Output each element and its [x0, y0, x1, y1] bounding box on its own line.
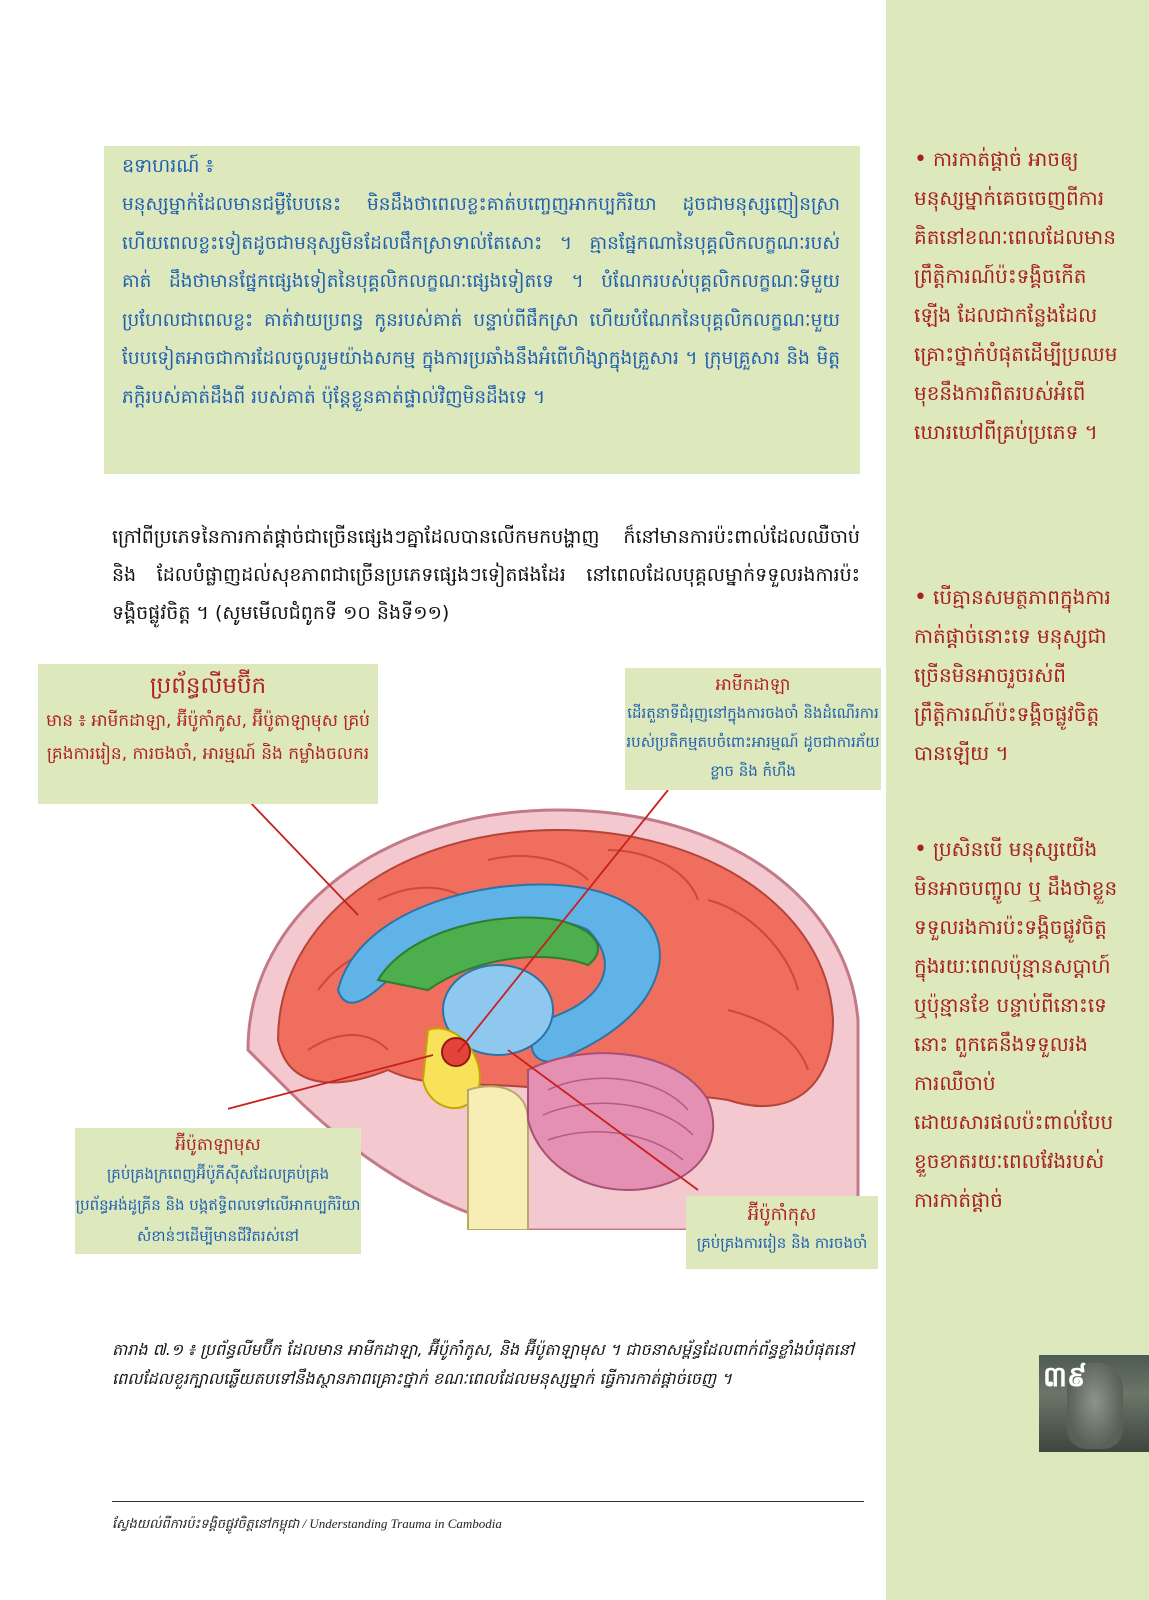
sidebar-bullet-text: ការកាត់ផ្តាច់ អាចឲ្យមនុស្សម្នាក់គេចចេញពីការគិតនៅខណៈពេលដែលមានព្រឹត្តិការណ៍ប៉ះទង្គិចកើតឡើង ដែលជាកន្លែងដែលគ្រោះថ្នាក់បំផុតដើម្បីប្រឈមមុខនឹងការពិតរបស់អំពើឃោរឃៅពីគ្រប់ប្រភេទ ។	[914, 147, 1118, 444]
limbic-system-text: មាន ៖ អាមីកដាឡា, អ៊ីប៉ូកាំកូស, អ៊ីប៉ូតាឡាមុស គ្រប់គ្រងការរៀន, ការចងចាំ, អារម្មណ៍ និង កម្លាំងចលករ	[46, 711, 370, 764]
sidebar-bullet-2	[914, 578, 1119, 773]
sidebar-bullet-1	[914, 140, 1119, 452]
sidebar-bullet-3	[914, 830, 1119, 1220]
example-body: មនុស្សម្នាក់ដែលមានជម្ងឺបែបនេះ មិនដឹងថាពេលខ្លះគាត់បញ្ចេញអាកប្បកិរិយា ដូចជាមនុស្សញៀនស្រា ហើយពេលខ្លះទៀតដូចជាមនុស្សមិនដែលផឹកស្រាទាល់តែសោះ ។ គ្មានផ្នែកណានៃបុគ្គលិកលក្ខណៈរបស់គាត់ ដឹងថាមានផ្នែកផ្សេងទៀតនៃបុគ្គលិកលក្ខណៈផ្សេងទៀតទេ ។ បំណែករបស់បុគ្គលិកលក្ខណៈទីមួយ ប្រហែលជាពេលខ្លះ គាត់វាយប្រពន្ធ កូនរបស់គាត់ បន្ទាប់ពីផឹកស្រា ហើយបំណែកនៃបុគ្គលិកលក្ខណៈមួយបែបទៀតអាចជាការដែលចូលរួមយ៉ាងសកម្ម ក្នុងការប្រឆាំងនឹងអំពើហិង្សាក្នុងគ្រួសារ ។ ក្រុមគ្រួសារ និង មិត្តភក្តិរបស់គាត់ដឹងពី របស់គាត់ ប៉ុន្តែខ្លួនគាត់ផ្ទាល់វិញមិនដឹងទេ ។	[122, 194, 840, 408]
hippocampus-title: អ៊ីប៉ូកាំកុស	[747, 1204, 817, 1225]
body-paragraph: ក្រៅពីប្រភេទនៃការកាត់ផ្តាច់ជាច្រើនផ្សេងៗគ្នាដែលបានលើកមកបង្ហាញ ក៏នៅមានការប៉ះពាល់ដែលឈឺចាប់ និង ដែលបំផ្លាញដល់សុខភាពជាច្រើនប្រភេទផ្សេងៗទៀតផងដែរ នៅពេលដែលបុគ្គលម្នាក់ទទួលរងការប៉ះទង្គិចផ្លូវចិត្ត ។ (សូមមើលជំពូកទី ១០ និងទី១១)	[112, 526, 860, 624]
bullet-dot-icon: •	[914, 147, 927, 172]
amygdala-text: ដើរតួនាទីជំរុញនៅក្នុងការចងចាំ និងដំណើរការរបស់ប្រតិកម្មតបចំពោះអារម្មណ៍ ដូចជាការភ័យខ្លាច និង កំហឹង	[626, 704, 880, 780]
amygdala-title: អាមីកដាឡា	[715, 675, 791, 695]
bullet-dot-icon: •	[914, 837, 927, 862]
limbic-system-title: ប្រព័ន្ធលីមប៊ីក	[149, 673, 267, 699]
hypothalamus-text: គ្រប់គ្រងក្រពេញអ៊ីប៉ូភីស៊ីសដែលគ្រប់គ្រងប្រព័ន្ធអង់ដូគ្រីន និង បង្កឥទ្ធិពលទៅលើអាកប្បកិរិយាសំខាន់ៗដើម្បីមានជីវិតរស់នៅ	[75, 1165, 361, 1245]
page-number-badge	[1039, 1355, 1149, 1452]
sidebar-bullet-text: បើគ្មានសមត្ថភាពក្នុងការកាត់ផ្តាច់នោះទេ មនុស្សជាច្រើនមិនអាចរួចរស់ពីព្រឹត្តិការណ៍ប៉ះទង្គិចផ្លូវចិត្តបានឡើយ ។	[914, 585, 1111, 765]
hypothalamus-title: អ៊ីប៉ូតាឡាមុស	[175, 1135, 261, 1155]
limbic-system-label	[38, 664, 378, 804]
brain-stem	[468, 1086, 528, 1230]
example-box	[104, 146, 860, 474]
bullet-dot-icon: •	[914, 585, 927, 610]
footer-divider	[112, 1501, 864, 1502]
page-number: ៣៩	[1043, 1360, 1087, 1393]
amygdala-label	[625, 668, 881, 790]
hippocampus-label	[686, 1196, 878, 1269]
sidebar-bullet-text: ប្រសិនបើ មនុស្សយើងមិនអាចបញ្ចូល ឬ ដឹងថាខ្លួនទទួលរងការប៉ះទង្គិចផ្លូវចិត្តក្នុងរយៈពេលប៉ុន្មានសប្តាហ៍ ឬប៉ុន្មានខែ បន្ទាប់ពីនោះទេនោះ ពួកគេនឹងទទួលរងការឈឺចាប់ដោយសារផលប៉ះពាល់បែបខ្ទួចខាតរយៈពេលវែងរបស់ការកាត់ផ្តាច់	[914, 837, 1118, 1212]
example-title: ឧទាហរណ៍ ៖	[122, 155, 214, 177]
page-footer: ស្វែងយល់ពីការប៉ះទង្គិចផ្លូវចិត្តនៅកម្ពុជា / Understanding Trauma in Cambodia	[112, 1516, 502, 1531]
figure-caption: តារាង ៧.១ ៖ ប្រព័ន្ធលីមប៊ីក ដែលមាន អាមីកដាឡា, អ៊ីប៉ូកាំកូស, និង អ៊ីប៉ូតាឡាមុស ។ ជាចនាសម្ព័ន្ធដែលពាក់ព័ន្ធខ្លាំងបំផុតនៅពេលដែលខួរក្បាលឆ្លើយតបទៅនឹងស្ថានភាពគ្រោះថ្នាក់ ខណៈពេលដែលមនុស្សម្នាក់ ធ្វើការកាត់ផ្តាច់ចេញ ។	[112, 1340, 854, 1388]
hippocampus-text: គ្រប់គ្រងការរៀន និង ការចងចាំ	[696, 1234, 868, 1252]
hypothalamus-label	[75, 1128, 361, 1254]
